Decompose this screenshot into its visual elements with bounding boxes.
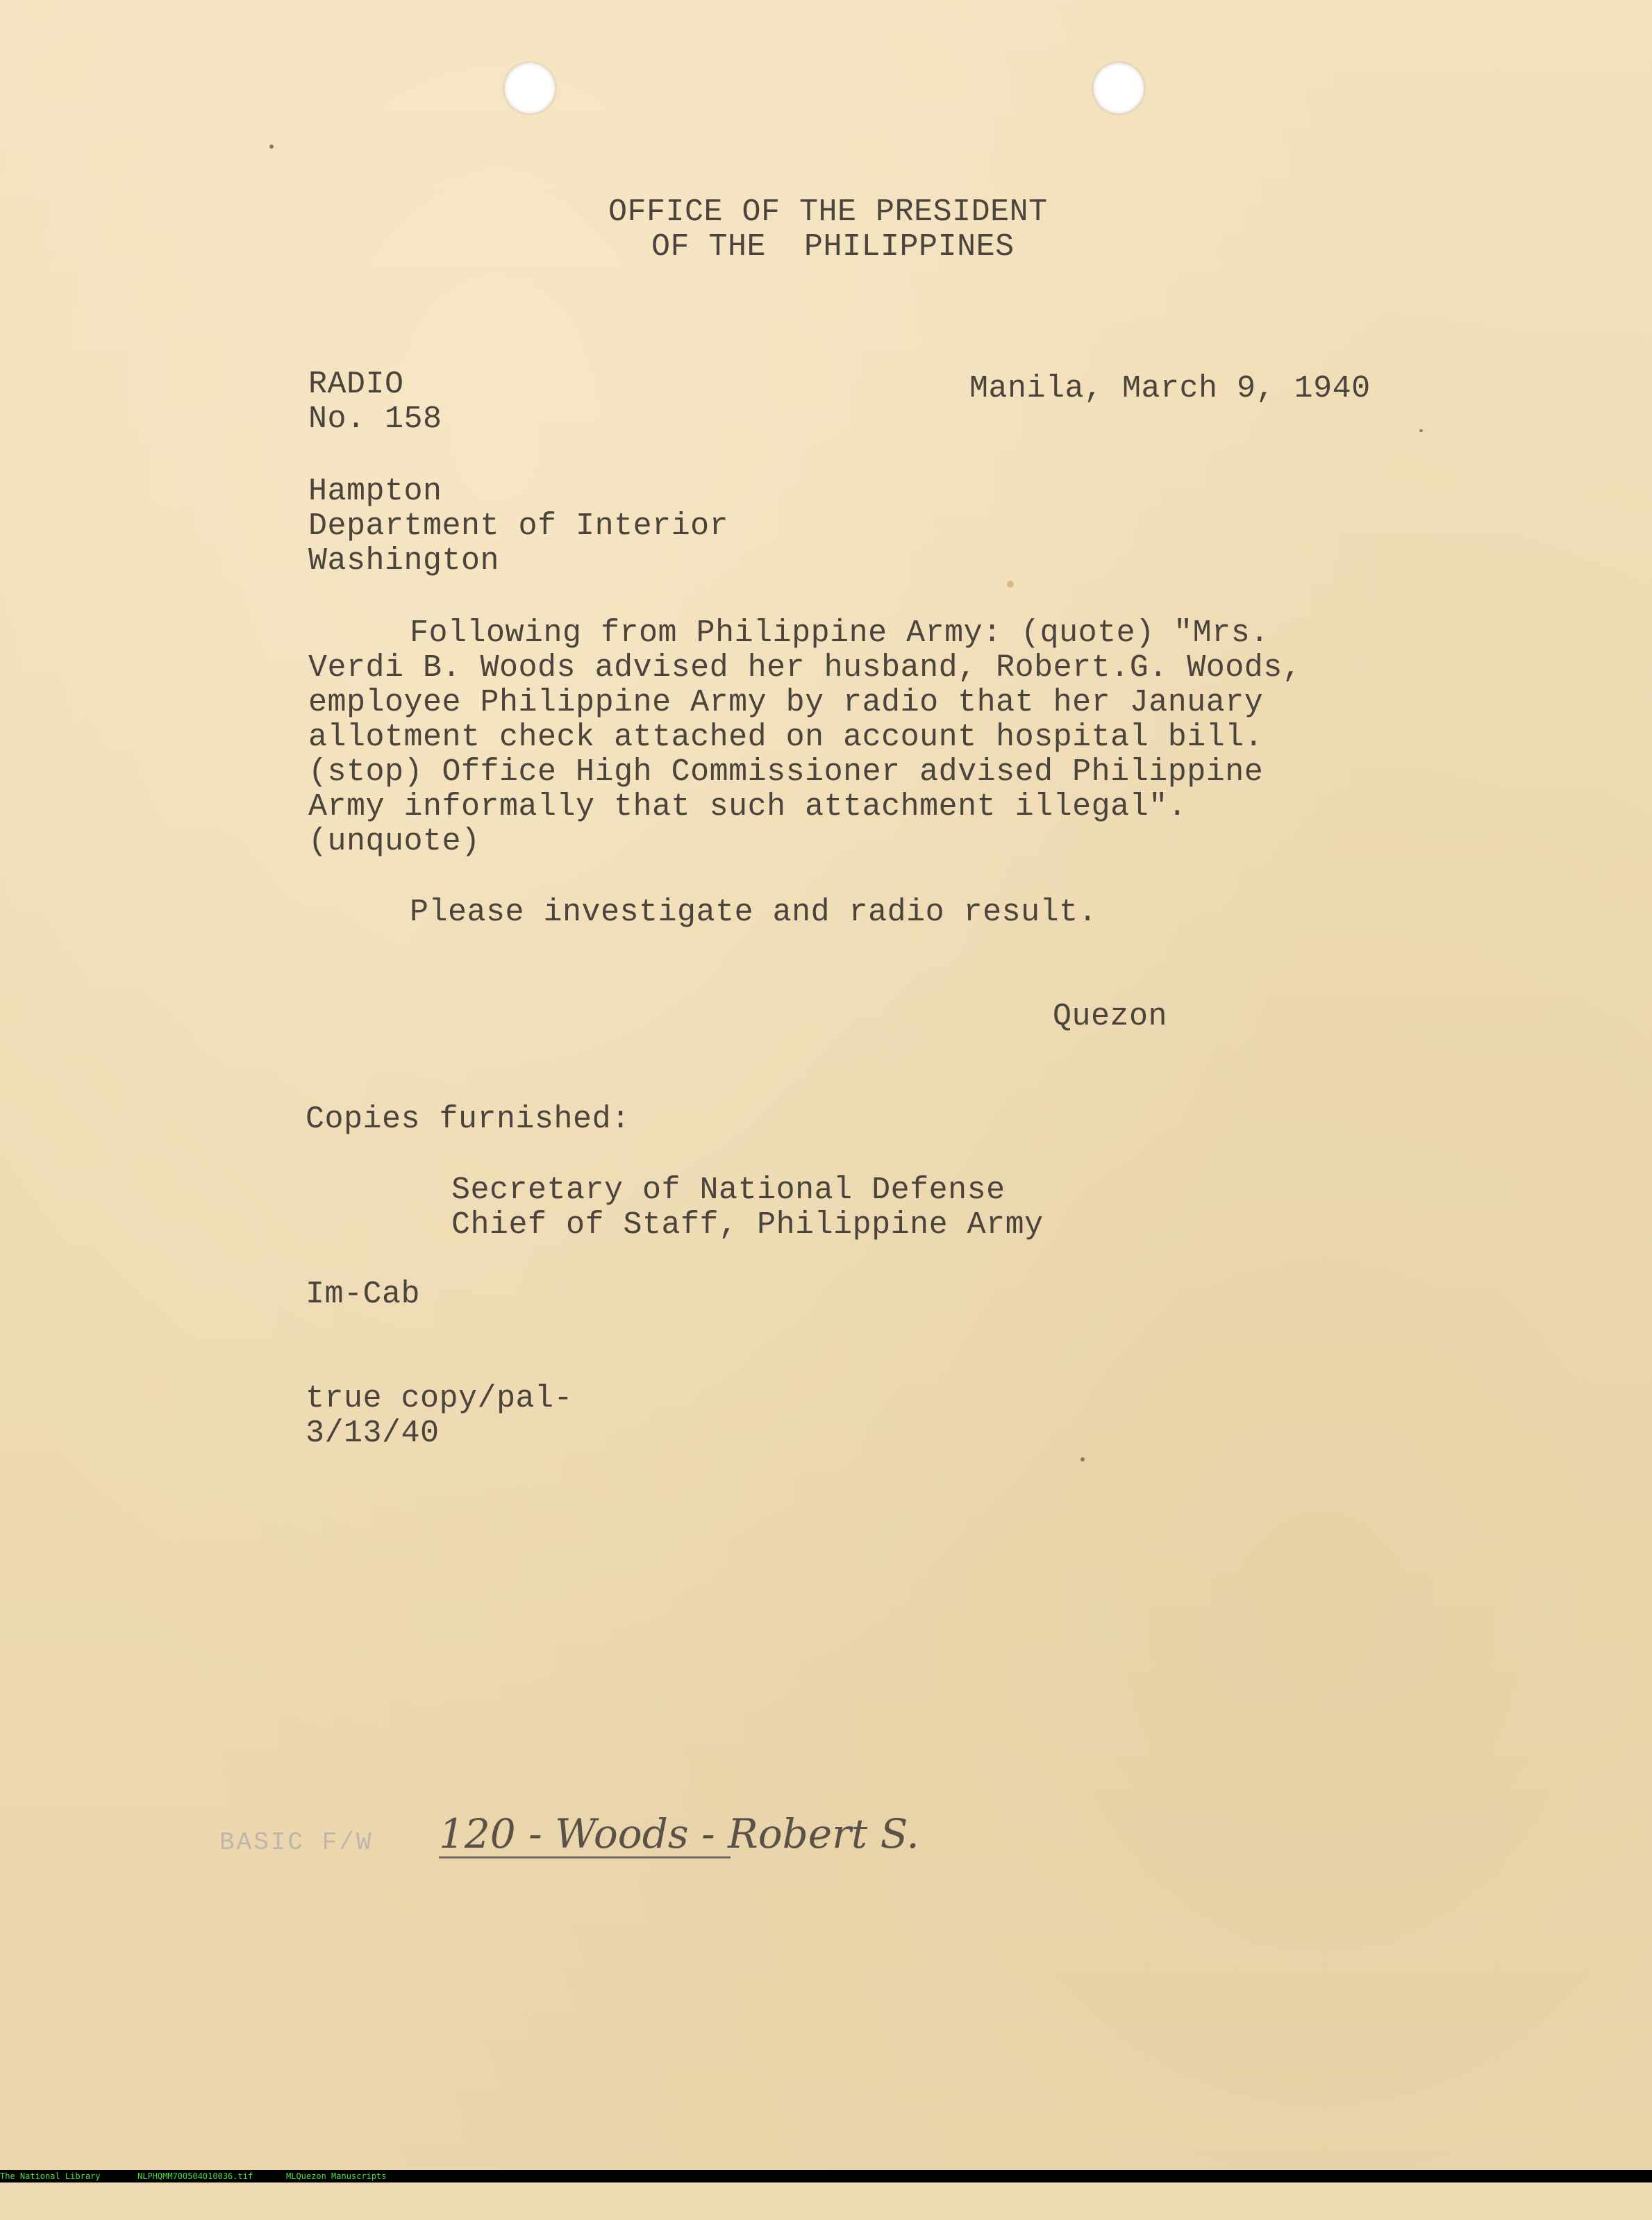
footer-file: NLPHQMM700504010036.tif bbox=[137, 2171, 253, 2181]
handwritten-text: 120 - Woods - Robert S. bbox=[439, 1810, 919, 1857]
letterhead-line-1: OFFICE OF THE PRESIDENT bbox=[608, 194, 1048, 230]
body-line: (stop) Office High Commissioner advised Philippine bbox=[308, 754, 1264, 790]
recipient-name: Hampton bbox=[308, 474, 442, 509]
handwritten-file-reference bbox=[439, 1794, 994, 1870]
body-line: Army informally that such attachment illegal". bbox=[308, 789, 1187, 825]
initials: Im-Cab bbox=[306, 1277, 421, 1312]
copies-recipient: Chief of Staff, Philippine Army bbox=[451, 1207, 1044, 1243]
true-copy-line-2: 3/13/40 bbox=[306, 1416, 440, 1451]
place-date: Manila, March 9, 1940 bbox=[969, 371, 1371, 406]
letterhead-line-2: OF THE PHILIPPINES bbox=[651, 229, 1015, 265]
signature: Quezon bbox=[1053, 999, 1168, 1034]
punch-hole-left bbox=[504, 63, 556, 114]
footer-collection: MLQuezon Manuscripts bbox=[286, 2171, 387, 2181]
recipient-department: Department of Interior bbox=[308, 508, 729, 544]
paper-speck bbox=[1081, 1457, 1085, 1461]
body-line: employee Philippine Army by radio that her January bbox=[308, 685, 1264, 720]
scan-footer bbox=[0, 2170, 1652, 2182]
body-line: Following from Philippine Army: (quote) "Mrs. bbox=[410, 615, 1269, 651]
paper-speck bbox=[269, 144, 274, 149]
footer-library: The National Library bbox=[0, 2171, 101, 2181]
filing-stamp: BASIC F/W bbox=[219, 1828, 374, 1857]
true-copy-line-1: true copy/pal- bbox=[306, 1381, 574, 1416]
message-number: No. 158 bbox=[308, 401, 442, 437]
body-line: allotment check attached on account hospital bill. bbox=[308, 720, 1264, 755]
recipient-city: Washington bbox=[308, 543, 500, 579]
copies-recipient: Secretary of National Defense bbox=[451, 1173, 1006, 1208]
paper-speck bbox=[1007, 581, 1014, 588]
body-line: (unquote) bbox=[308, 824, 481, 859]
paper-speck bbox=[1419, 429, 1423, 432]
body-request: Please investigate and radio result. bbox=[410, 895, 1098, 930]
punch-hole-right bbox=[1093, 63, 1144, 114]
copies-heading: Copies furnished: bbox=[306, 1102, 631, 1137]
body-line: Verdi B. Woods advised her husband, Robert.G. Woods, bbox=[308, 650, 1302, 686]
message-type: RADIO bbox=[308, 367, 404, 402]
